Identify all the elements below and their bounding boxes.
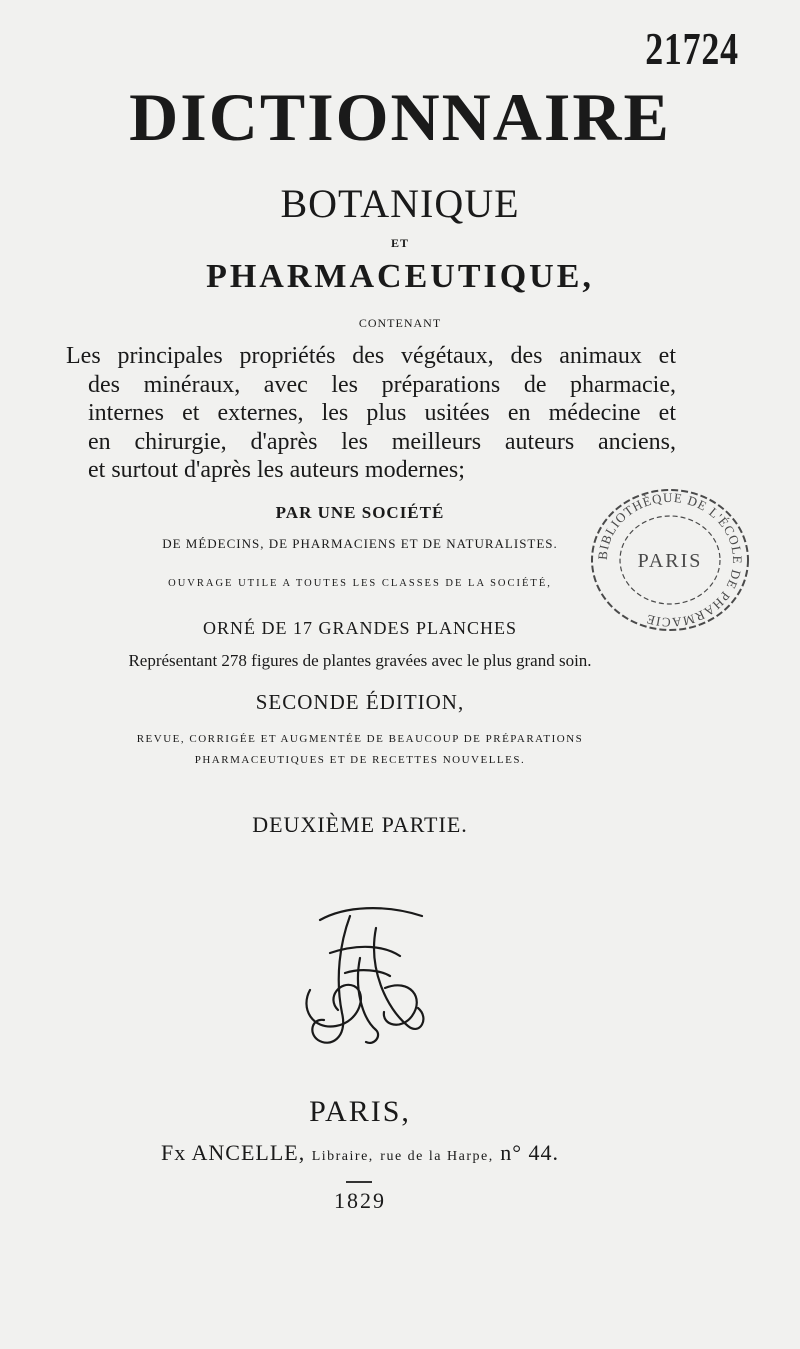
publication-year: 1829 bbox=[334, 1188, 386, 1213]
edition-line: SECONDE ÉDITION, bbox=[255, 690, 465, 714]
publisher-number: n° 44. bbox=[500, 1140, 560, 1165]
publisher-city: PARIS, bbox=[309, 1095, 411, 1128]
revision-line: REVUE, CORRIGÉE ET AUGMENTÉE DE BEAUCOUP DE PRÉPARATIONS bbox=[136, 733, 584, 745]
subtitle-conjunction: ET bbox=[390, 236, 409, 250]
publisher-street: rue de la Harpe, bbox=[380, 1149, 494, 1164]
part-label: DEUXIÈME PARTIE. bbox=[252, 812, 468, 837]
publisher-name: Fx ANCELLE, bbox=[160, 1140, 306, 1165]
library-stamp-icon bbox=[585, 485, 755, 635]
figures-line: Représentant 278 figures de plantes gravées avec le plus grand soin. bbox=[128, 651, 592, 670]
description-line: Les principales propriétés des végétaux, des animaux et bbox=[66, 343, 676, 369]
publisher-trade: Libraire, bbox=[311, 1149, 374, 1164]
contenant-label: CONTENANT bbox=[358, 316, 442, 330]
revision-line: PHARMACEUTIQUES ET DE RECETTES NOUVELLES. bbox=[194, 754, 526, 766]
plates-line: ORNÉ DE 17 GRANDES PLANCHES bbox=[202, 618, 517, 638]
description-paragraph bbox=[66, 342, 676, 485]
ouvrage-line: OUVRAGE UTILE A TOUTES LES CLASSES DE LA SOCIÉTÉ, bbox=[168, 578, 552, 589]
description-line: en chirurgie, d'après les meilleurs auteurs anciens, bbox=[88, 428, 676, 455]
shelfmark-number: 21724 bbox=[645, 23, 739, 74]
publisher-imprint bbox=[0, 1140, 760, 1166]
imprint-rule bbox=[346, 1181, 372, 1183]
authors-detail: DE MÉDECINS, DE PHARMACIENS ET DE NATURALISTES. bbox=[162, 536, 558, 551]
description-line: et surtout d'après les auteurs modernes; bbox=[88, 457, 465, 483]
description-line: des minéraux, avec les préparations de pharmacie, bbox=[88, 371, 676, 398]
subtitle-botanique: BOTANIQUE bbox=[280, 181, 520, 226]
stamp-center-text: PARIS bbox=[637, 550, 703, 572]
description-line: internes et externes, les plus usitées en médecine et bbox=[88, 400, 676, 426]
monogram-fleuron-icon bbox=[290, 898, 440, 1058]
subtitle-pharmaceutique: PHARMACEUTIQUE, bbox=[206, 258, 594, 295]
book-title: DICTIONNAIRE bbox=[129, 79, 671, 155]
stamp-ring-text: BIBLIOTHÈQUE DE L'ÉCOLE DE PHARMACIE bbox=[594, 489, 746, 631]
authors-line: PAR UNE SOCIÉTÉ bbox=[275, 503, 445, 522]
